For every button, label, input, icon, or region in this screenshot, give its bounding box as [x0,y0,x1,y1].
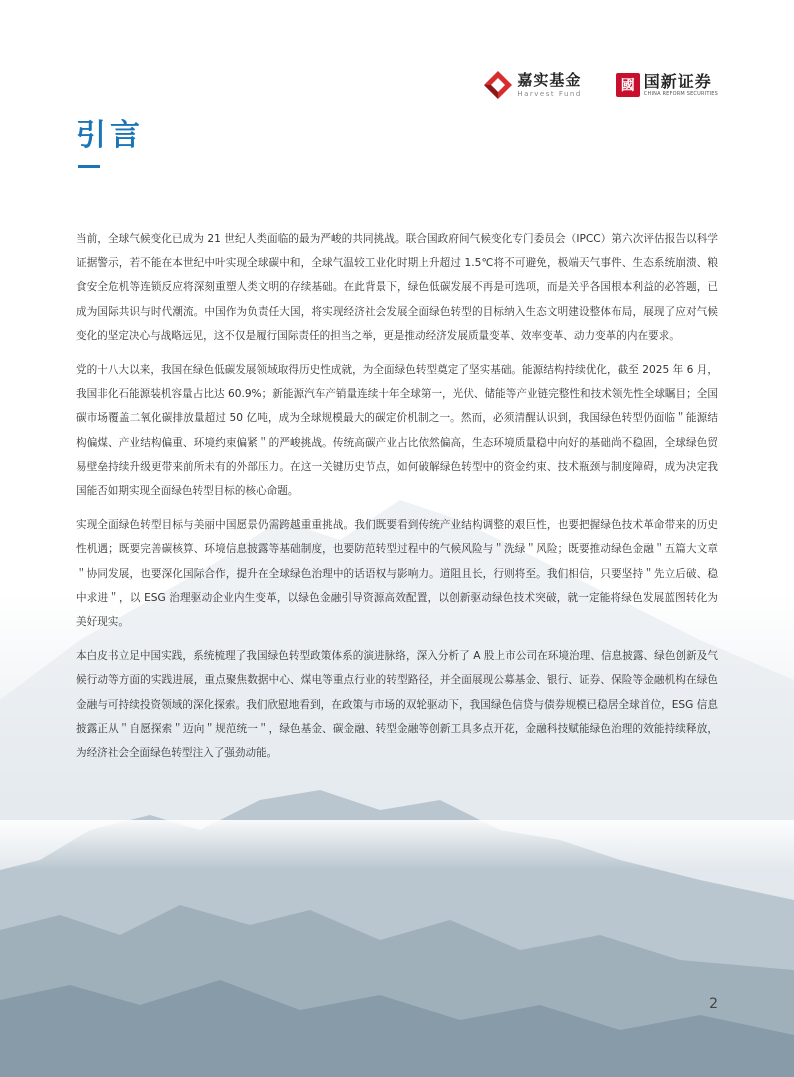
harvest-logo-icon [483,70,513,100]
paragraph-4: 本白皮书立足中国实践，系统梳理了我国绿色转型政策体系的演进脉络，深入分析了 A 股上市公司在环境治理、信息披露、绿色创新及气候行动等方面的实践进展，重点聚焦数据中心、煤电等重点行业的转型路径，并全面展现公募基金、银行、证券、保险等金融机构在绿色金融与可持续投资领域的深化探索。我们欣慰地看到，在政策与市场的双轮驱动下，我国绿色信贷与债券规模已稳居全球首位，ESG 信息披露正从＂自愿探索＂迈向＂规范统一＂，绿色基金、碳金融、转型金融等创新工具多点开花，金融科技赋能绿色治理的效能持续释放，为经济社会全面绿色转型注入了强劲动能。 [76,650,718,760]
harvest-fund-logo [483,70,581,100]
harvest-name-en: Harvest Fund [517,89,582,98]
page-number: 2 [709,996,718,1012]
china-reform-securities-logo [616,73,718,97]
header-logos [483,70,718,100]
body-text [76,227,718,775]
paragraph-2: 党的十八大以来，我国在绿色低碳发展领域取得历史性成就，为全面绿色转型奠定了坚实基础。能源结构持续优化，截至 2025 年 6 月，我国非化石能源装机容量占比达 60.9%；新能源汽车产销量连续十年全球第一，光伏、储能等产业链完整性和技术领先性全球瞩目；全国碳市场覆盖二氧化碳排放量超过 50 亿吨，成为全球规模最大的碳定价机制之一。然而，必须清醒认识到，我国绿色转型仍面临＂能源结构偏煤、产业结构偏重、环境约束偏紧＂的严峻挑战。传统高碳产业占比依然偏高，生态环境质量稳中向好的基础尚不稳固，全球绿色贸易壁垒持续升级更带来前所未有的外部压力。在这一关键历史节点，如何破解绿色转型中的资金约束、技术瓶颈与制度障碍，成为决定我国能否如期实现全面绿色转型目标的核心命题。 [76,364,718,498]
paragraph-3: 实现全面绿色转型目标与美丽中国愿景仍需跨越重重挑战。我们既要看到传统产业结构调整的艰巨性，也要把握绿色技术革命带来的历史性机遇；既要完善碳核算、环境信息披露等基础制度，也要防范转型过程中的气候风险与＂洗绿＂风险；既要推动绿色金融＂五篇大文章＂协同发展，也要深化国际合作，提升在全球绿色治理中的话语权与影响力。道阻且长，行则将至。我们相信，只要坚持＂先立后破、稳中求进＂，以 ESG 治理驱动企业内生变革，以绿色金融引导资源高效配置，以创新驱动绿色技术突破，就一定能将绿色发展蓝图转化为美好现实。 [76,519,718,629]
title-underline [78,165,100,168]
page-title: 引言 [76,118,144,153]
paragraph-1: 当前，全球气候变化已成为 21 世纪人类面临的最为严峻的共同挑战。联合国政府间气候变化专门委员会（IPCC）第六次评估报告以科学证据警示，若不能在本世纪中叶实现全球碳中和，全球气温较工业化时期上升超过 1.5℃将不可避免，极端天气事件、生态系统崩溃、粮食安全危机等连锁反应将深刻重塑人类文明的存续基础。在此背景下，绿色低碳发展不再是可选项，而是关乎各国根本利益的必答题，已成为国际共识与时代潮流。中国作为负责任大国，将实现经济社会发展全面绿色转型的目标纳入生态文明建设整体布局，展现了应对气候变化的坚定决心与战略远见，这不仅是履行国际责任的担当之举，更是推动经济发展质量变革、效率变革、动力变革的内在要求。 [76,233,718,342]
crs-logo-icon: 國 [616,73,640,97]
harvest-name-cn: 嘉实基金 [517,70,582,89]
crs-name-en: CHINA REFORM SECURITIES [643,90,718,97]
crs-name-cn: 国新证券 [643,71,712,91]
